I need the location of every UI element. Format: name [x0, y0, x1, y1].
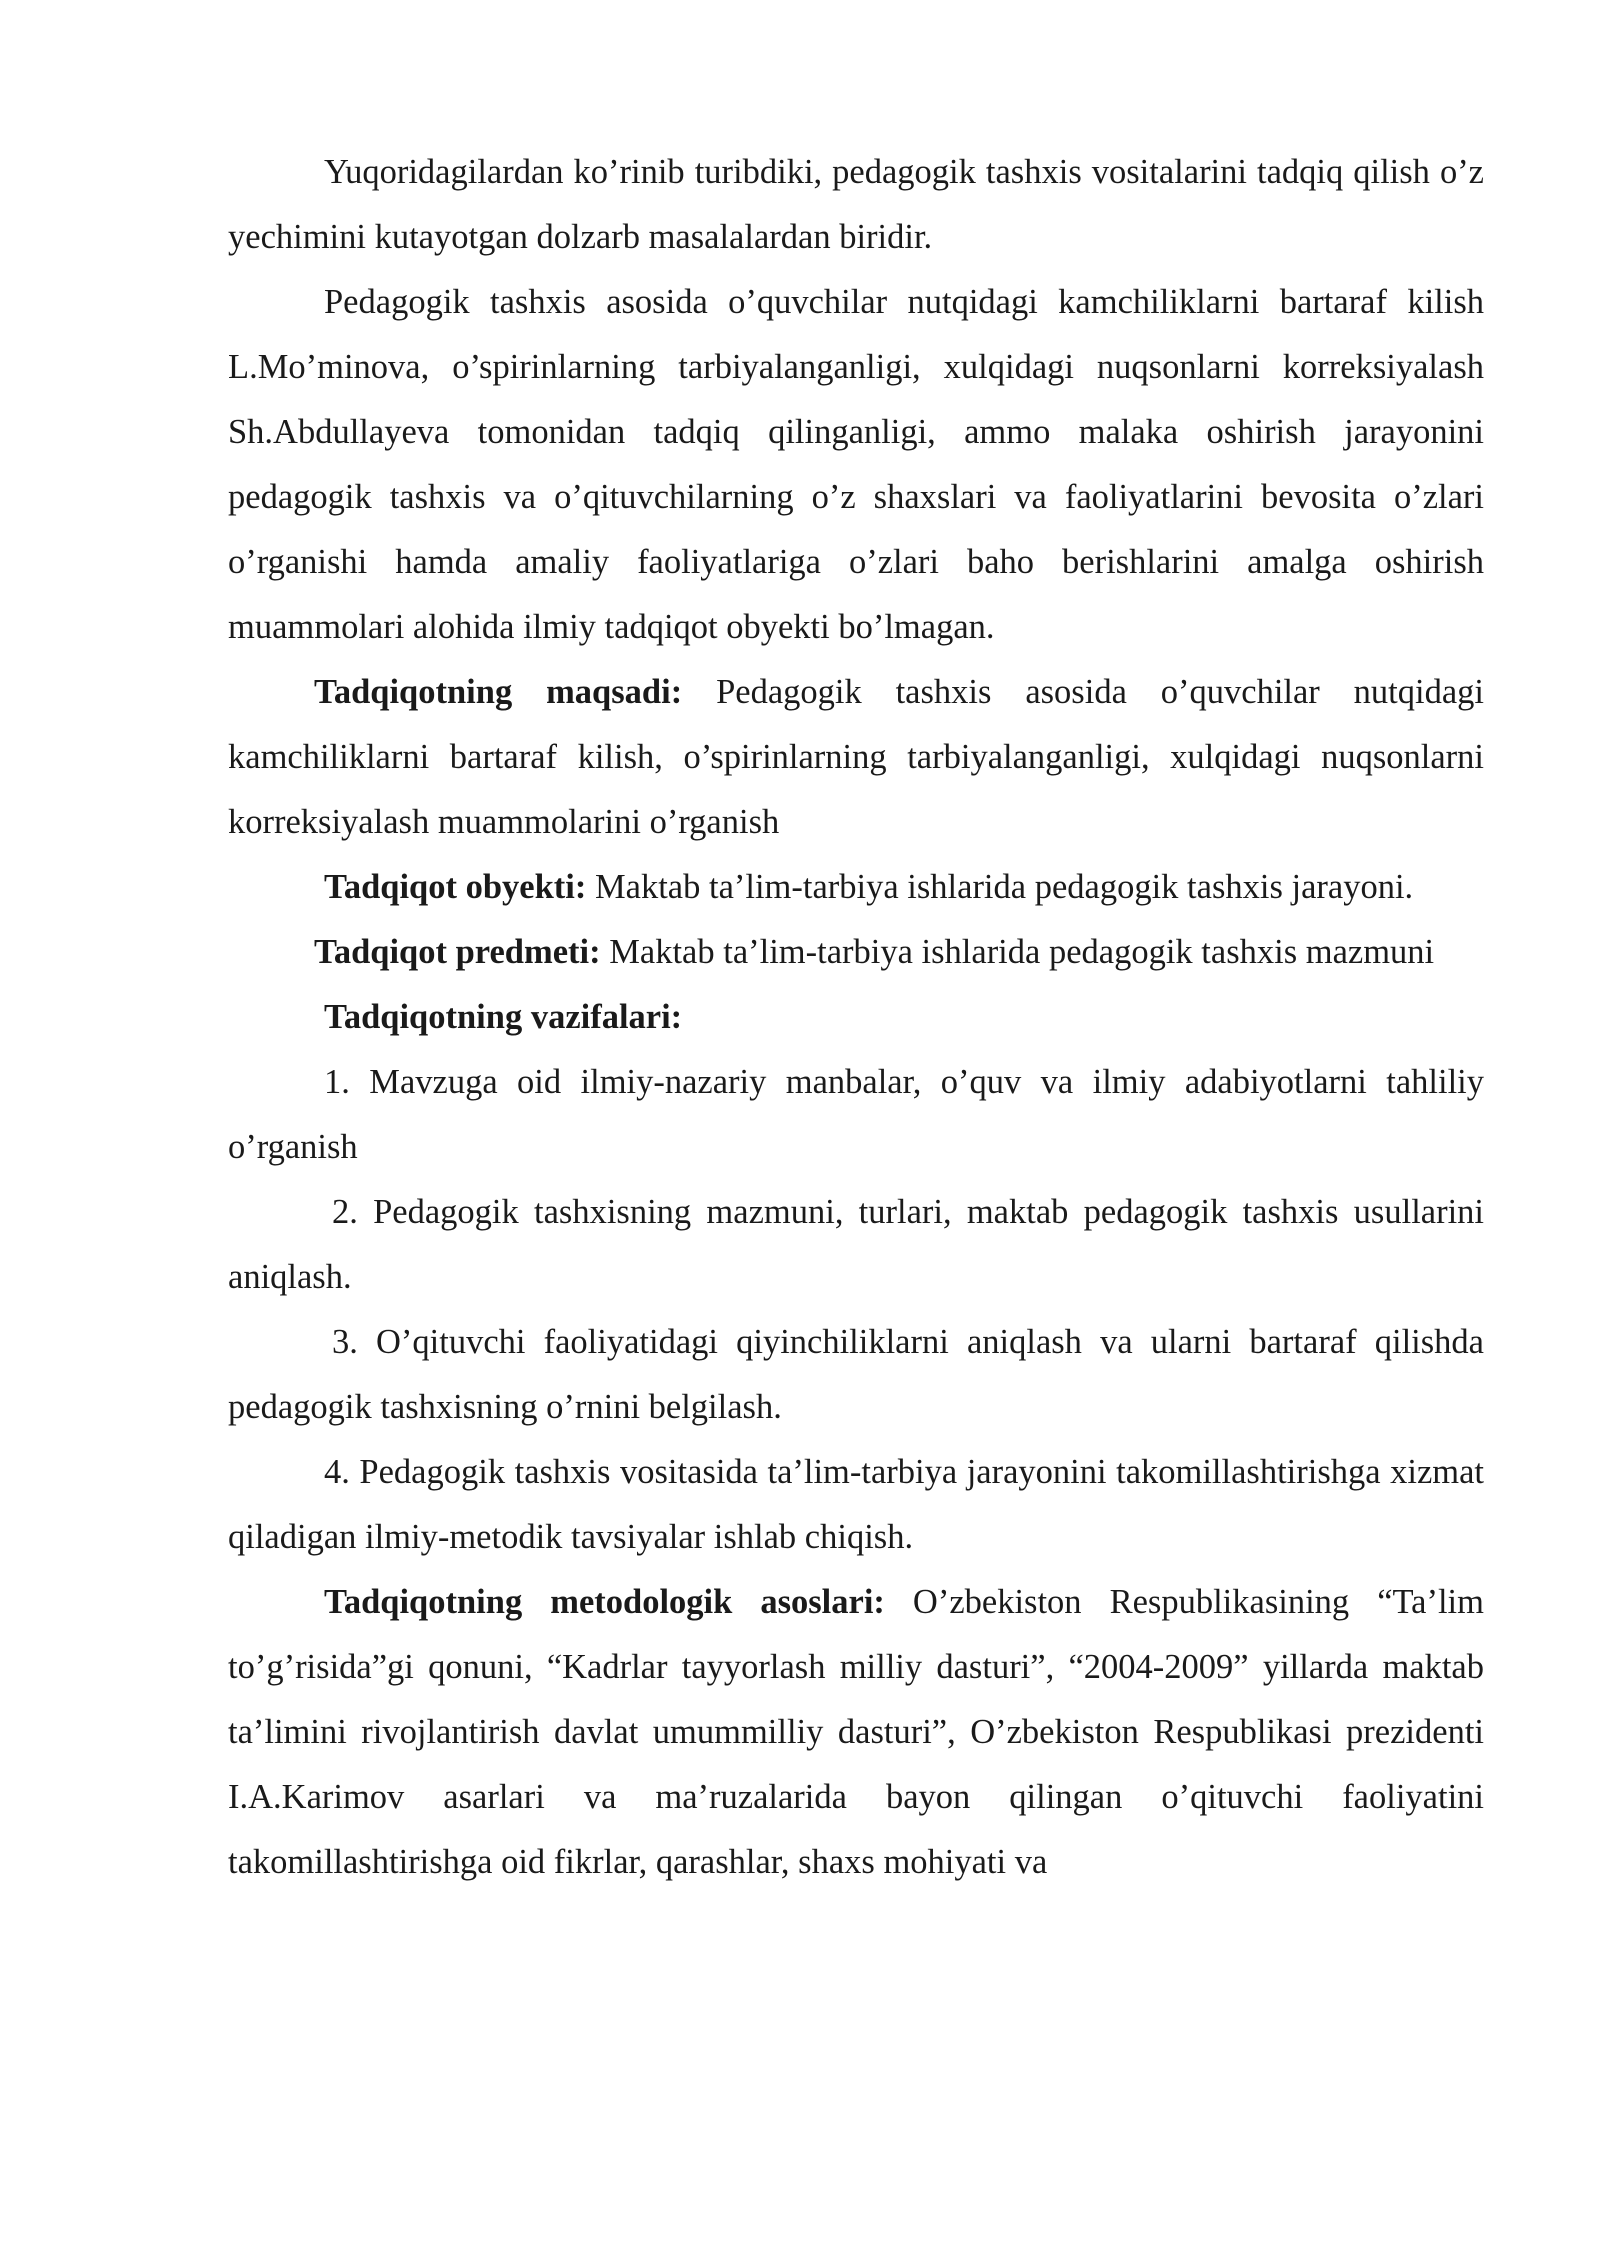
paragraph-intro: Yuqoridagilardan ko’rinib turibdiki, pedagogik tashxis vositalarini tadqiq qilish o’z yechimini kutayotgan dolzarb masalalardan biridir. [228, 153, 1484, 256]
list-item-task-4: 4. Pedagogik tashxis vositasida ta’lim-tarbiya jarayonini takomillashtirishga xizmat qiladigan ilmiy-metodik tavsiyalar ishlab chiqish. [228, 1453, 1484, 1556]
research-subject-text: Maktab ta’lim-tarbiya ishlarida pedagogik tashxis mazmuni [600, 933, 1435, 971]
paragraph-research-goal [228, 660, 1484, 855]
research-tasks-label: Tadqiqotning vazifalari: [324, 998, 683, 1036]
list-item-task-2: 2. Pedagogik tashxisning mazmuni, turlari, maktab pedagogik tashxis usullarini aniqlash. [228, 1193, 1484, 1296]
methodology-text: O’zbekiston Respublikasining “Ta’lim to’g’risida”gi qonuni, “Kadrlar tayyorlash milliy dasturi”, “2004-2009” yillarda maktab ta’limini rivojlantirish davlat umummilliy dasturi”, O’zbekiston Respublikasi prezidenti I.A.Karimov asarlari va ma’ruzalarida bayon qilingan o’qituvchi faoliyatini takomillashtirishga oid fikrlar, qarashlar, shaxs mohiyati va [228, 1583, 1484, 1881]
document-body [228, 140, 1484, 1895]
research-object-label: Tadqiqot obyekti: [324, 868, 587, 906]
research-subject-label: Tadqiqot predmeti: [314, 933, 601, 971]
paragraph-research-subject [228, 920, 1484, 985]
paragraph-background: Pedagogik tashxis asosida o’quvchilar nutqidagi kamchiliklarni bartaraf kilish L.Mo’minova, o’spirinlarning tarbiyalanganligi, xulqidagi nuqsonlarni korreksiyalash Sh.Abdullayeva tomonidan tadqiq qilinganligi, ammo malaka oshirish jarayonini pedagogik tashxis va o’qituvchilarning o’z shaxslari va faoliyatlarini bevosita o’zlari o’rganishi hamda amaliy faoliyatlariga o’zlari baho berishlarini amalga oshirish muammolari alohida ilmiy tadqiqot obyekti bo’lmagan. [228, 283, 1484, 646]
research-goal-text: Pedagogik tashxis asosida o’quvchilar nutqidagi kamchiliklarni bartaraf kilish, o’spirinlarning tarbiyalanganligi, xulqidagi nuqsonlarni korreksiyalash muammolarini o’rganish [228, 673, 1484, 841]
paragraph-research-object [228, 855, 1484, 920]
paragraph-research-tasks-heading [228, 985, 1484, 1050]
paragraph-methodology [228, 1570, 1484, 1895]
research-goal-label: Tadqiqotning maqsadi: [314, 673, 683, 711]
methodology-label: Tadqiqotning metodologik asoslari: [324, 1583, 885, 1621]
list-item-task-3: 3. O’qituvchi faoliyatidagi qiyinchiliklarni aniqlash va ularni bartaraf qilishda pedagogik tashxisning o’rnini belgilash. [228, 1323, 1484, 1426]
research-object-text: Maktab ta’lim-tarbiya ishlarida pedagogik tashxis jarayoni. [586, 868, 1414, 906]
list-item-task-1: 1. Mavzuga oid ilmiy-nazariy manbalar, o’quv va ilmiy adabiyotlarni tahliliy o’rganish [228, 1063, 1484, 1166]
